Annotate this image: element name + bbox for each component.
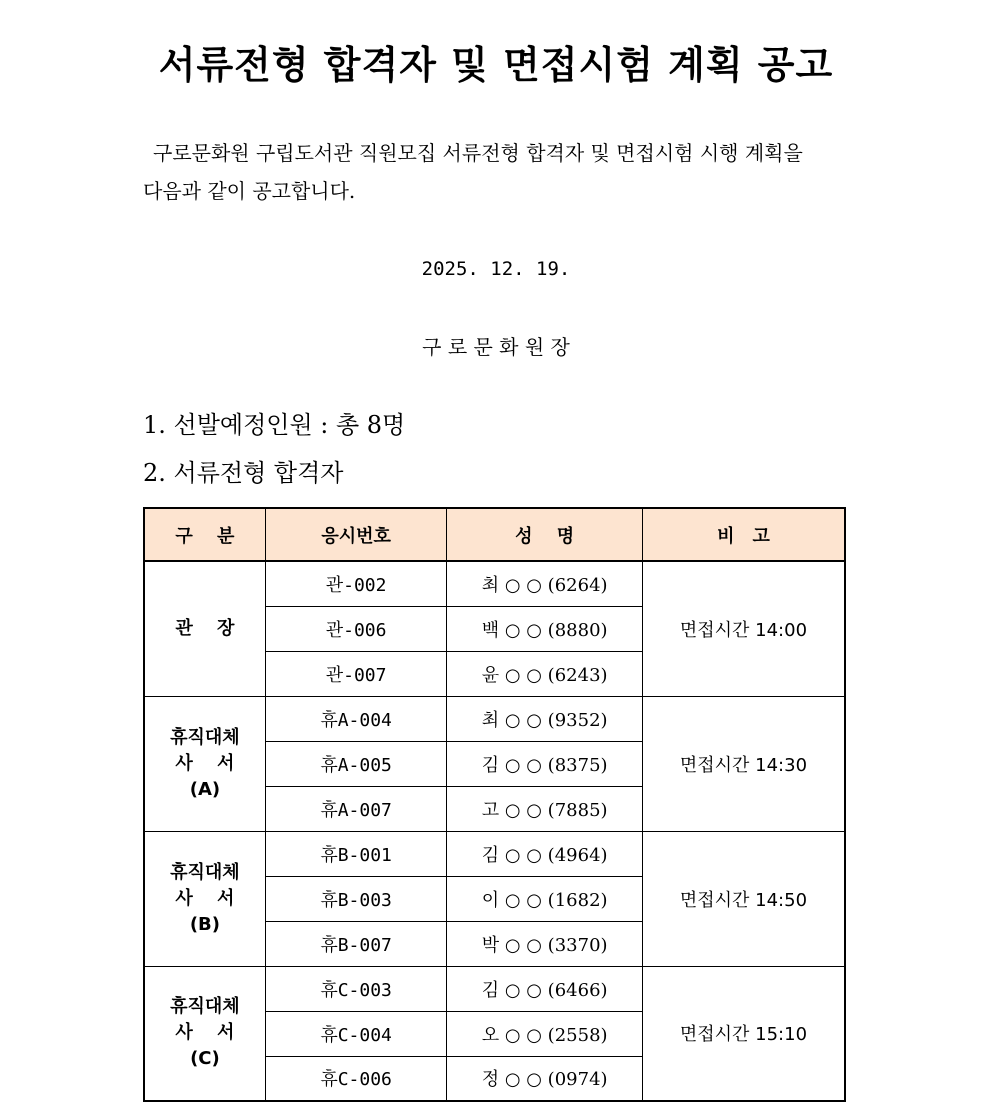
category-line: 휴직대체 bbox=[170, 996, 240, 1018]
category-line: 사 서 bbox=[175, 887, 235, 909]
announcement-date: 2025. 12. 19. bbox=[421, 258, 571, 280]
applicant-name: 김 ○ ○ (6466) bbox=[447, 966, 643, 1011]
intro-line-2: 다음과 같이 공고합니다. bbox=[143, 179, 356, 203]
interview-time-note: 면접시간 14:30 bbox=[642, 696, 845, 831]
header-category: 구 분 bbox=[144, 508, 265, 561]
table-row bbox=[144, 831, 845, 876]
applicant-number: 휴C-003 bbox=[265, 966, 447, 1011]
interview-time-note: 면접시간 15:10 bbox=[642, 966, 845, 1101]
table-row bbox=[144, 696, 845, 741]
category-line: (B) bbox=[189, 913, 221, 935]
table-header-row bbox=[144, 508, 845, 561]
applicant-number: 관-007 bbox=[265, 651, 447, 696]
applicant-number: 휴C-004 bbox=[265, 1011, 447, 1056]
header-number: 응시번호 bbox=[265, 508, 447, 561]
table-row bbox=[144, 561, 845, 606]
intro-paragraph bbox=[143, 134, 863, 210]
applicant-number: 관-006 bbox=[265, 606, 447, 651]
header-name: 성 명 bbox=[447, 508, 643, 561]
applicant-name: 김 ○ ○ (4964) bbox=[447, 831, 643, 876]
table-body bbox=[144, 561, 845, 1101]
applicant-number: 휴B-003 bbox=[265, 876, 447, 921]
header-note: 비 고 bbox=[642, 508, 845, 561]
applicant-number: 관-002 bbox=[265, 561, 447, 606]
applicant-name: 윤 ○ ○ (6243) bbox=[447, 651, 643, 696]
applicant-number: 휴B-001 bbox=[265, 831, 447, 876]
applicant-name: 최 ○ ○ (6264) bbox=[447, 561, 643, 606]
category-line: 관 장 bbox=[175, 617, 235, 639]
category-line: (A) bbox=[189, 778, 221, 800]
signer: 구 로 문 화 원 장 bbox=[422, 335, 570, 359]
category-line: 사 서 bbox=[175, 1022, 235, 1044]
applicant-number: 휴A-007 bbox=[265, 786, 447, 831]
applicant-name: 고 ○ ○ (7885) bbox=[447, 786, 643, 831]
applicant-name: 정 ○ ○ (0974) bbox=[447, 1056, 643, 1101]
applicant-number: 휴B-007 bbox=[265, 921, 447, 966]
category-line: (C) bbox=[190, 1048, 220, 1070]
intro-line-1: 구로문화원 구립도서관 직원모집 서류전형 합격자 및 면접시험 시행 계획을 bbox=[153, 141, 803, 165]
category-line: 휴직대체 bbox=[170, 726, 240, 748]
interview-time-note: 면접시간 14:50 bbox=[642, 831, 845, 966]
applicant-name: 오 ○ ○ (2558) bbox=[447, 1011, 643, 1056]
section-2-heading: 2. 서류전형 합격자 bbox=[143, 459, 344, 487]
section-1-heading: 1. 선발예정인원 : 총 8명 bbox=[143, 411, 406, 439]
category-cell bbox=[144, 966, 265, 1101]
category-cell bbox=[144, 696, 265, 831]
category-line: 휴직대체 bbox=[170, 861, 240, 883]
applicant-name: 김 ○ ○ (8375) bbox=[447, 741, 643, 786]
table-row bbox=[144, 966, 845, 1011]
applicant-table bbox=[143, 507, 846, 1102]
category-cell bbox=[144, 561, 265, 696]
applicant-name: 최 ○ ○ (9352) bbox=[447, 696, 643, 741]
applicant-name: 이 ○ ○ (1682) bbox=[447, 876, 643, 921]
applicant-number: 휴C-006 bbox=[265, 1056, 447, 1101]
interview-time-note: 면접시간 14:00 bbox=[642, 561, 845, 696]
document-title: 서류전형 합격자 및 면접시험 계획 공고 bbox=[158, 43, 834, 87]
applicant-name: 박 ○ ○ (3370) bbox=[447, 921, 643, 966]
applicant-name: 백 ○ ○ (8880) bbox=[447, 606, 643, 651]
category-cell bbox=[144, 831, 265, 966]
applicant-number: 휴A-005 bbox=[265, 741, 447, 786]
category-line: 사 서 bbox=[175, 752, 235, 774]
applicant-number: 휴A-004 bbox=[265, 696, 447, 741]
